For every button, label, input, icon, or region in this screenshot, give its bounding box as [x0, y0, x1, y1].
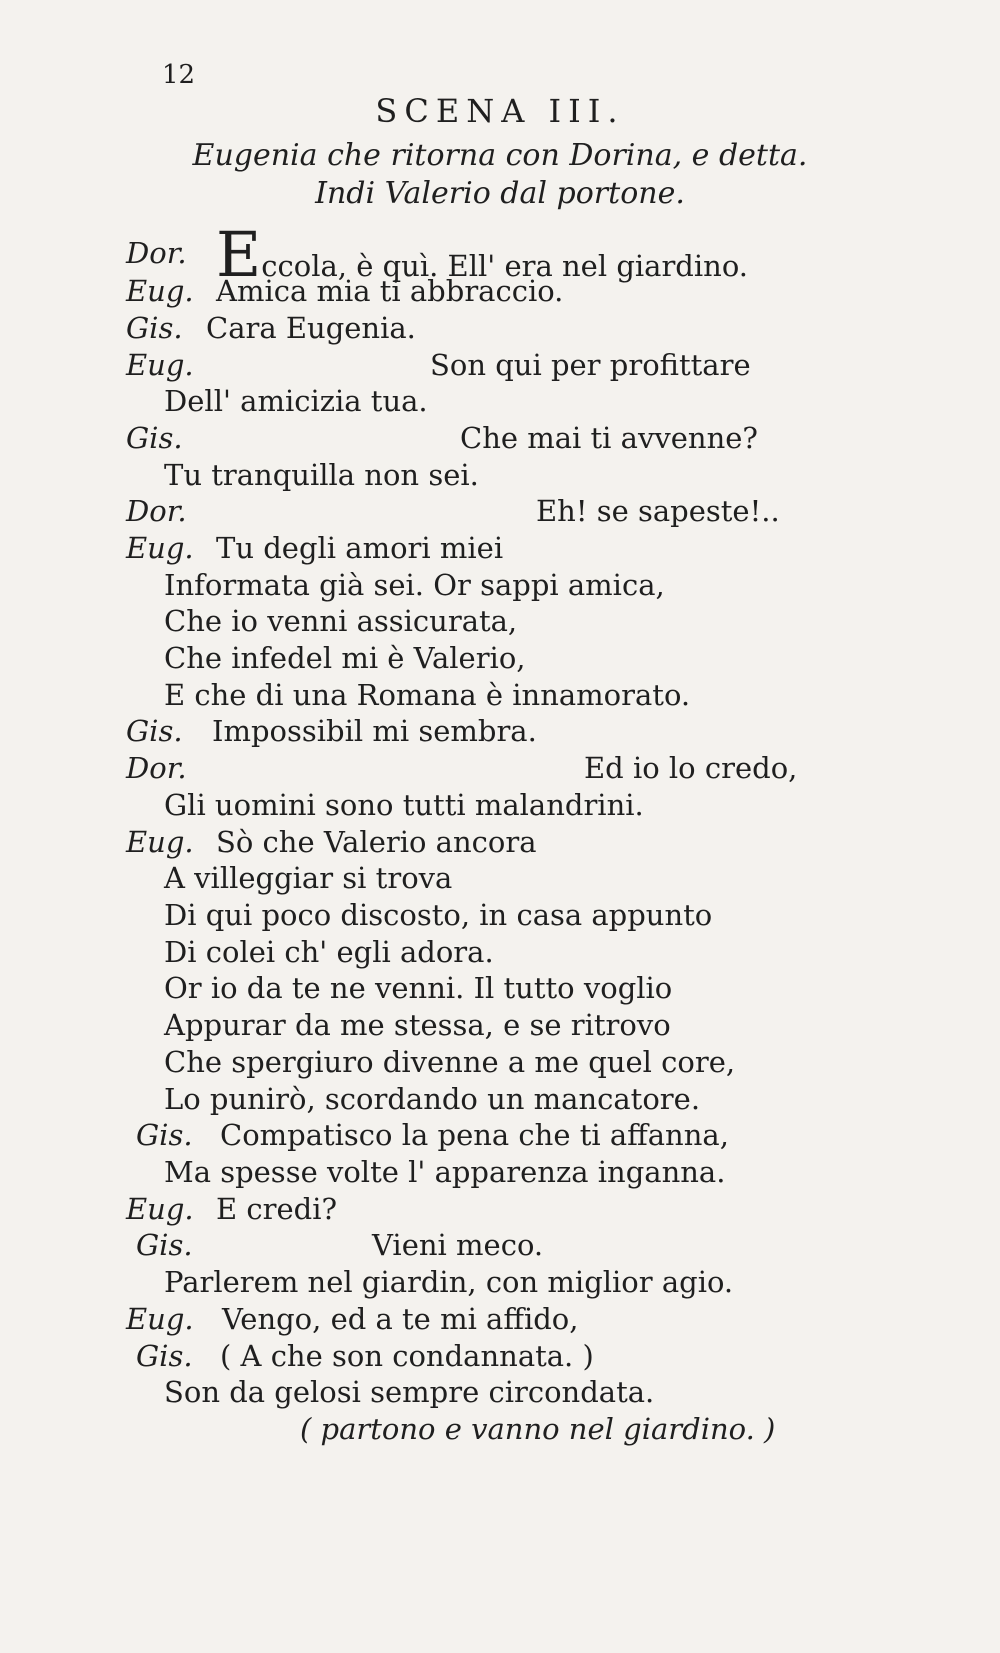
- speaker-label: Dor.: [126, 236, 187, 270]
- line-text: Son da gelosi sempre circondata.: [164, 1375, 655, 1409]
- dialogue-line: [0, 678, 1000, 716]
- dialogue-line: [0, 1082, 1000, 1120]
- speaker-label: Eug.: [126, 1302, 194, 1336]
- line-text: E credi?: [216, 1192, 338, 1226]
- speaker-label: Dor.: [126, 751, 187, 785]
- exit-stage-direction: ( partono e vanno nel giardino. ): [300, 1412, 776, 1446]
- dialogue-line: [0, 751, 1000, 789]
- stage-direction-2: Indi Valerio dal portone.: [315, 176, 685, 211]
- line-text: Dell' amicizia tua.: [164, 384, 428, 418]
- speaker-label: Gis.: [126, 714, 183, 748]
- line-text: Che io venni assicurata,: [164, 604, 518, 638]
- dialogue-line: [0, 1375, 1000, 1413]
- speaker-label: Eug.: [126, 531, 194, 565]
- line-text: E che di una Romana è innamorato.: [164, 678, 691, 712]
- speaker-label: Gis.: [136, 1339, 193, 1373]
- dialogue-line: [0, 1265, 1000, 1303]
- line-text: Compatisco la pena che ti affanna,: [220, 1118, 729, 1152]
- line-text: Lo punirò, scordando un mancatore.: [164, 1082, 701, 1116]
- dialogue-line: [0, 1302, 1000, 1340]
- line-text: Di qui poco discosto, in casa appunto: [164, 898, 713, 932]
- speaker-label: Dor.: [126, 494, 187, 528]
- line-text: Che infedel mi è Valerio,: [164, 641, 526, 675]
- line-text: Impossibil mi sembra.: [212, 714, 537, 748]
- speaker-label: Gis.: [136, 1118, 193, 1152]
- line-text: Vengo, ed a te mi affido,: [222, 1302, 579, 1336]
- line-text: ( A che son condannata. ): [220, 1339, 594, 1373]
- speaker-label: Eug.: [126, 274, 194, 308]
- line-text: Tu tranquilla non sei.: [164, 458, 479, 492]
- line-text: Ma spesse volte l' apparenza inganna.: [164, 1155, 726, 1189]
- dialogue-line: [0, 1339, 1000, 1377]
- dialogue-line: [0, 1118, 1000, 1156]
- line-text: Vieni meco.: [372, 1228, 544, 1262]
- line-text: Sò che Valerio ancora: [216, 825, 537, 859]
- dialogue-line: [0, 861, 1000, 899]
- dialogue-line: [0, 494, 1000, 532]
- dialogue-line: [0, 1228, 1000, 1266]
- dialogue-line: [0, 274, 1000, 312]
- dialogue-line: [0, 1008, 1000, 1046]
- dialogue-line: [0, 311, 1000, 349]
- speaker-label: Gis.: [126, 311, 183, 345]
- speaker-label: Gis.: [126, 421, 183, 455]
- dialogue-line: [0, 458, 1000, 496]
- dialogue-line: [0, 384, 1000, 422]
- dialogue-line: [0, 348, 1000, 386]
- dialogue-line: [0, 531, 1000, 569]
- line-text: Cara Eugenia.: [206, 311, 416, 345]
- dialogue-line: [0, 788, 1000, 826]
- line-text: Appurar da me stessa, e se ritrovo: [164, 1008, 671, 1042]
- line-text: A villeggiar si trova: [164, 861, 453, 895]
- line-text: Eh! se sapeste!..: [536, 494, 780, 528]
- line-text: Di colei ch' egli adora.: [164, 935, 494, 969]
- line-text: Parlerem nel giardin, con miglior agio.: [164, 1265, 734, 1299]
- line-text: Son qui per profittare: [430, 348, 751, 382]
- dialogue-line: [0, 421, 1000, 459]
- line-text: Gli uomini sono tutti malandrini.: [164, 788, 644, 822]
- dialogue-line: [0, 641, 1000, 679]
- speaker-label: Eug.: [126, 348, 194, 382]
- line-text: Che spergiuro divenne a me quel core,: [164, 1045, 736, 1079]
- dialogue-line: [0, 1192, 1000, 1230]
- dialogue-line: [0, 604, 1000, 642]
- speaker-label: Gis.: [136, 1228, 193, 1262]
- dialogue-line: [0, 568, 1000, 606]
- line-text: Ed io lo credo,: [584, 751, 798, 785]
- line-text-dropcap: Eccola, è quì. Ell' era nel giardino.: [216, 218, 748, 291]
- drop-capital: E: [216, 218, 262, 291]
- speaker-label: Eug.: [126, 1192, 194, 1226]
- stage-direction-1: Eugenia che ritorna con Dorina, e detta.: [192, 138, 808, 173]
- dialogue-line: [0, 898, 1000, 936]
- dialogue-line: [0, 714, 1000, 752]
- scene-title: SCENA III.: [375, 92, 625, 130]
- dialogue-line: [0, 971, 1000, 1009]
- line-text: Che mai ti avvenne?: [460, 421, 758, 455]
- dialogue-line: [0, 935, 1000, 973]
- dialogue-line: [0, 825, 1000, 863]
- dialogue-line: [0, 1045, 1000, 1083]
- line-text: Or io da te ne venni. Il tutto voglio: [164, 971, 673, 1005]
- line-text: Amica mia ti abbraccio.: [216, 274, 564, 308]
- line-text: Informata già sei. Or sappi amica,: [164, 568, 665, 602]
- page-number: 12: [162, 60, 196, 90]
- dialogue-line: [0, 1155, 1000, 1193]
- dialogue-line: [0, 1412, 1000, 1450]
- speaker-label: Eug.: [126, 825, 194, 859]
- line-text: Tu degli amori miei: [216, 531, 504, 565]
